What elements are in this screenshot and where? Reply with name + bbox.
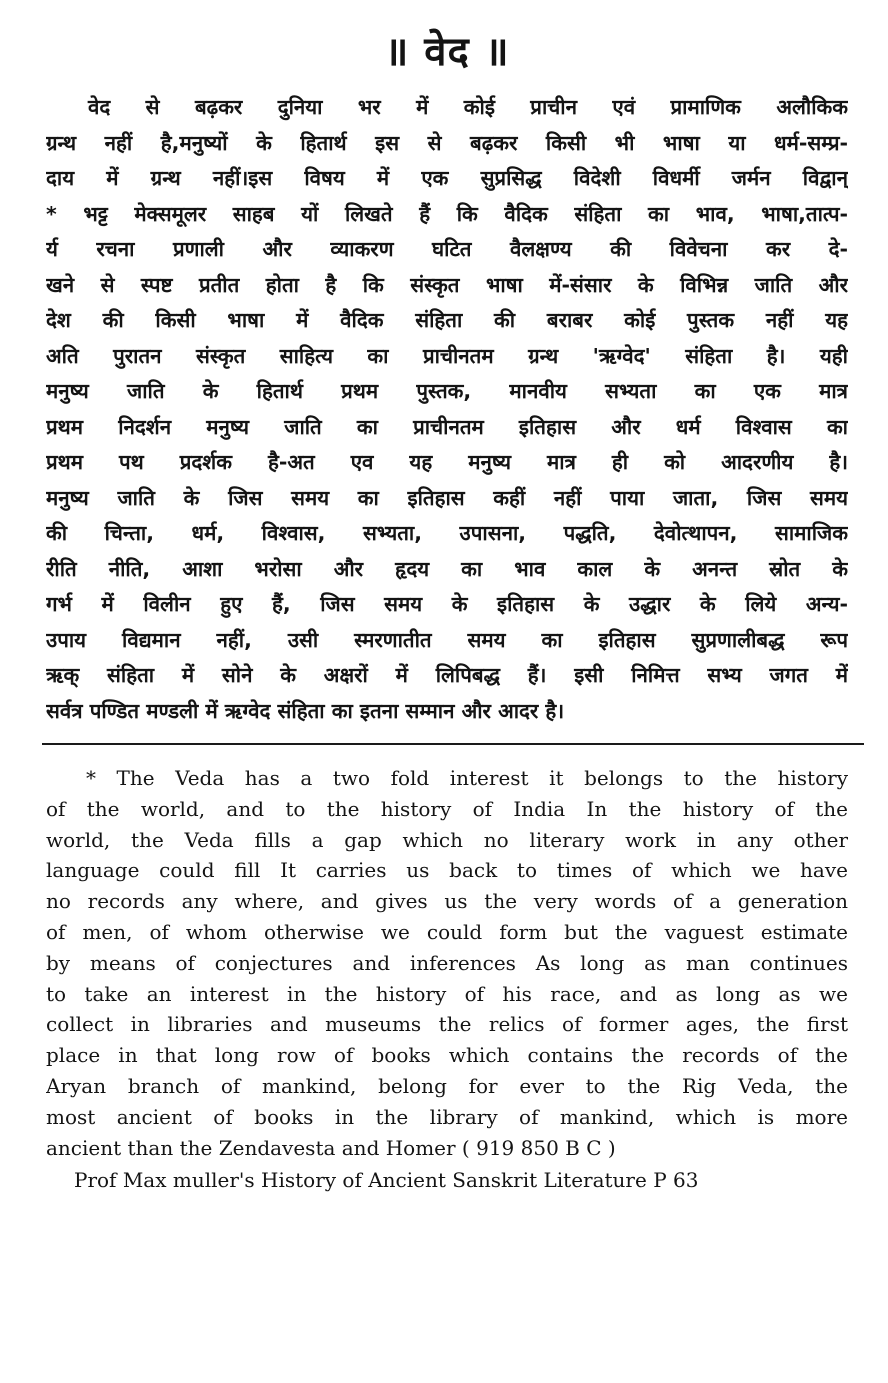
hindi-line: ग्रन्थ नहीं है,मनुष्यों के हितार्थ इस से बढ़कर किसी भी भाषा या धर्म-सम्प्र- — [46, 130, 848, 155]
footnote-line: of the world, and to the history of India In the history of the — [46, 796, 848, 821]
hindi-line: की चिन्ता, धर्म, विश्वास, सभ्यता, उपासना, पद्धति, देवोत्थापन, सामाजिक — [46, 521, 848, 545]
footnote-line: of men, of whom otherwise we could form but the vaguest estimate — [46, 919, 848, 944]
footnote-line: Aryan branch of mankind, belong for ever to the Rig Veda, the — [46, 1073, 848, 1098]
hindi-line: खने से स्पष्ट प्रतीत होता है कि संस्कृत भाषा में-संसार के विभिन्न जाति और — [46, 272, 848, 297]
hindi-line: देश की किसी भाषा में वैदिक संहिता की बराबर कोई पुस्तक नहीं यह — [46, 308, 848, 332]
hindi-paragraph — [46, 90, 848, 729]
footnote-line: place in that long row of books which contains the records of the — [46, 1043, 848, 1068]
footnote-line: to take an interest in the history of his race, and as long as we — [46, 981, 848, 1006]
footnote-divider — [42, 743, 864, 745]
hindi-line: प्रथम पथ प्रदर्शक है-अत एव यह मनुष्य मात्र ही को आदरणीय है। — [46, 450, 848, 474]
hindi-line: प्रथम निदर्शन मनुष्य जाति का प्राचीनतम इतिहास और धर्म विश्वास का — [46, 414, 848, 439]
footnote-line: collect in libraries and museums the relics of former ages, the first — [46, 1012, 848, 1037]
hindi-line: दाय में ग्रन्थ नहीं।इस विषय में एक सुप्रसिद्ध विदेशी विधर्मी जर्मन विद्वान् — [46, 166, 848, 190]
hindi-line: मनुष्य जाति के जिस समय का इतिहास कहीं नहीं पाया जाता, जिस समय — [46, 485, 848, 510]
hindi-line: उपाय विद्यमान नहीं, उसी स्मरणातीत समय का इतिहास सुप्रणालीबद्ध रूप — [46, 627, 848, 652]
footnote-line: ancient than the Zendavesta and Homer ( 919 850 B C ) — [46, 1135, 616, 1160]
footnote-line: language could fill It carries us back to times of which we have — [46, 858, 848, 883]
footnote-line: * The Veda has a two fold interest it belongs to the history — [86, 766, 848, 790]
hindi-line: रीति नीति, आशा भरोसा और हृदय का भाव काल के अनन्त स्रोत के — [46, 556, 848, 581]
hindi-line: गर्भ में विलीन हुए हैं, जिस समय के इतिहास के उद्धार के लिये अन्य- — [46, 592, 848, 616]
footnote-line: world, the Veda fills a gap which no literary work in any other — [46, 827, 848, 852]
hindi-line: वेद से बढ़कर दुनिया भर में कोई प्राचीन एवं प्रामाणिक अलौकिक — [88, 95, 848, 119]
hindi-line: अति पुरातन संस्कृत साहित्य का प्राचीनतम ग्रन्थ 'ऋग्वेद' संहिता है। यही — [46, 343, 848, 368]
page-title: ॥ वेद ॥ — [384, 29, 510, 75]
footnote-citation: Prof Max muller's History of Ancient Sanskrit Literature P 63 — [74, 1168, 699, 1193]
hindi-line: सर्वत्र पण्डित मण्डली में ऋग्वेद संहिता का इतना सम्मान और आदर है। — [46, 698, 565, 723]
hindi-line: र्य रचना प्रणाली और व्याकरण घटित वैलक्षण्य की विवेचना कर दे- — [46, 237, 848, 261]
hindi-line: * भट्ट मेक्समूलर साहब यों लिखते हैं कि वैदिक संहिता का भाव, भाषा,तात्प- — [46, 201, 848, 226]
footnote — [46, 763, 848, 1163]
footnote-line: by means of conjectures and inferences As long as man continues — [46, 950, 848, 975]
footnote-line: most ancient of books in the library of mankind, which is more — [46, 1104, 848, 1129]
hindi-line: मनुष्य जाति के हितार्थ प्रथम पुस्तक, मानवीय सभ्यता का एक मात्र — [46, 379, 848, 403]
hindi-line: ऋक् संहिता में सोने के अक्षरों में लिपिबद्ध हैं। इसी निमित्त सभ्य जगत में — [46, 663, 848, 687]
footnote-line: no records any where, and gives us the very words of a generation — [46, 889, 848, 914]
